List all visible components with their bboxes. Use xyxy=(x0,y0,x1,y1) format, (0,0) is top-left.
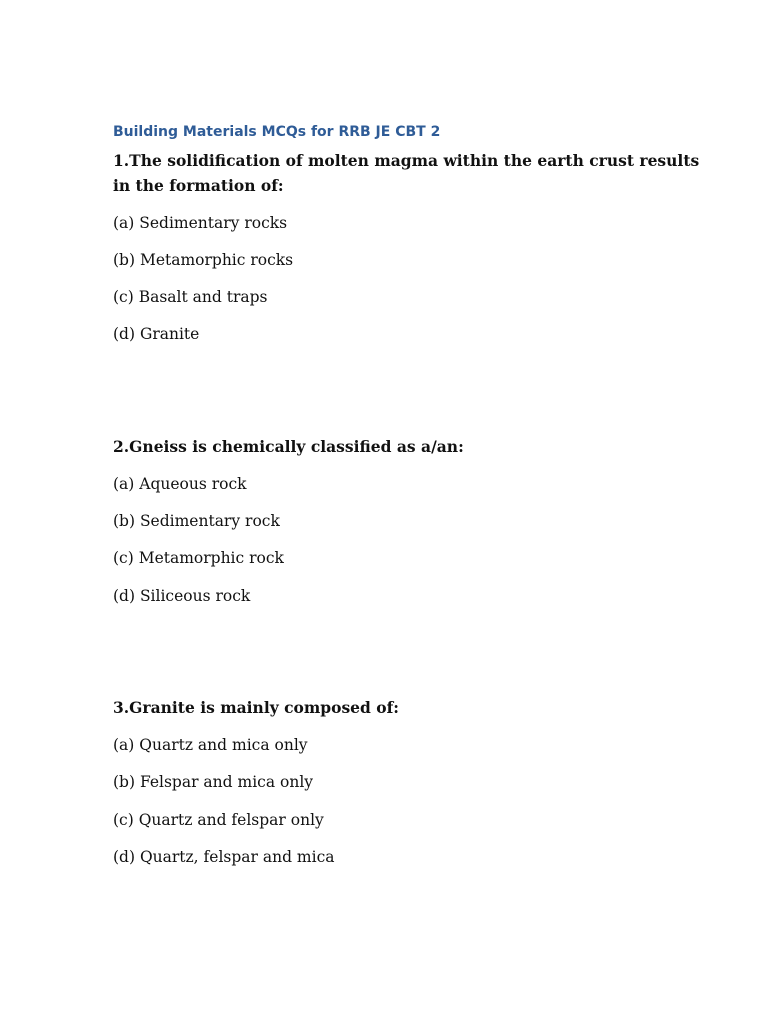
question-1-option-b: (b) Metamorphic rocks xyxy=(113,251,294,269)
question-1-option-c: (c) Basalt and traps xyxy=(113,288,268,306)
question-2-option-c: (c) Metamorphic rock xyxy=(113,549,284,567)
question-3-option-d: (d) Quartz, felspar and mica xyxy=(113,848,335,866)
question-1-text-line-2: in the formation of: xyxy=(113,176,284,195)
question-2-option-d: (d) Siliceous rock xyxy=(113,587,251,605)
question-1-option-d: (d) Granite xyxy=(113,325,200,343)
question-2-option-b: (b) Sedimentary rock xyxy=(113,512,280,530)
question-2-text: 2.Gneiss is chemically classified as a/an: xyxy=(113,437,464,456)
question-3-option-b: (b) Felspar and mica only xyxy=(113,773,314,791)
question-2-option-a: (a) Aqueous rock xyxy=(113,475,247,493)
question-1-option-a: (a) Sedimentary rocks xyxy=(113,214,288,232)
question-3-option-c: (c) Quartz and felspar only xyxy=(113,811,324,829)
question-3-text: 3.Granite is mainly composed of: xyxy=(113,698,400,717)
question-3-option-a: (a) Quartz and mica only xyxy=(113,736,308,754)
question-1-text-line-1: 1.The solidification of molten magma within the earth crust results xyxy=(113,151,700,170)
document-title: Building Materials MCQs for RRB JE CBT 2 xyxy=(113,124,441,140)
